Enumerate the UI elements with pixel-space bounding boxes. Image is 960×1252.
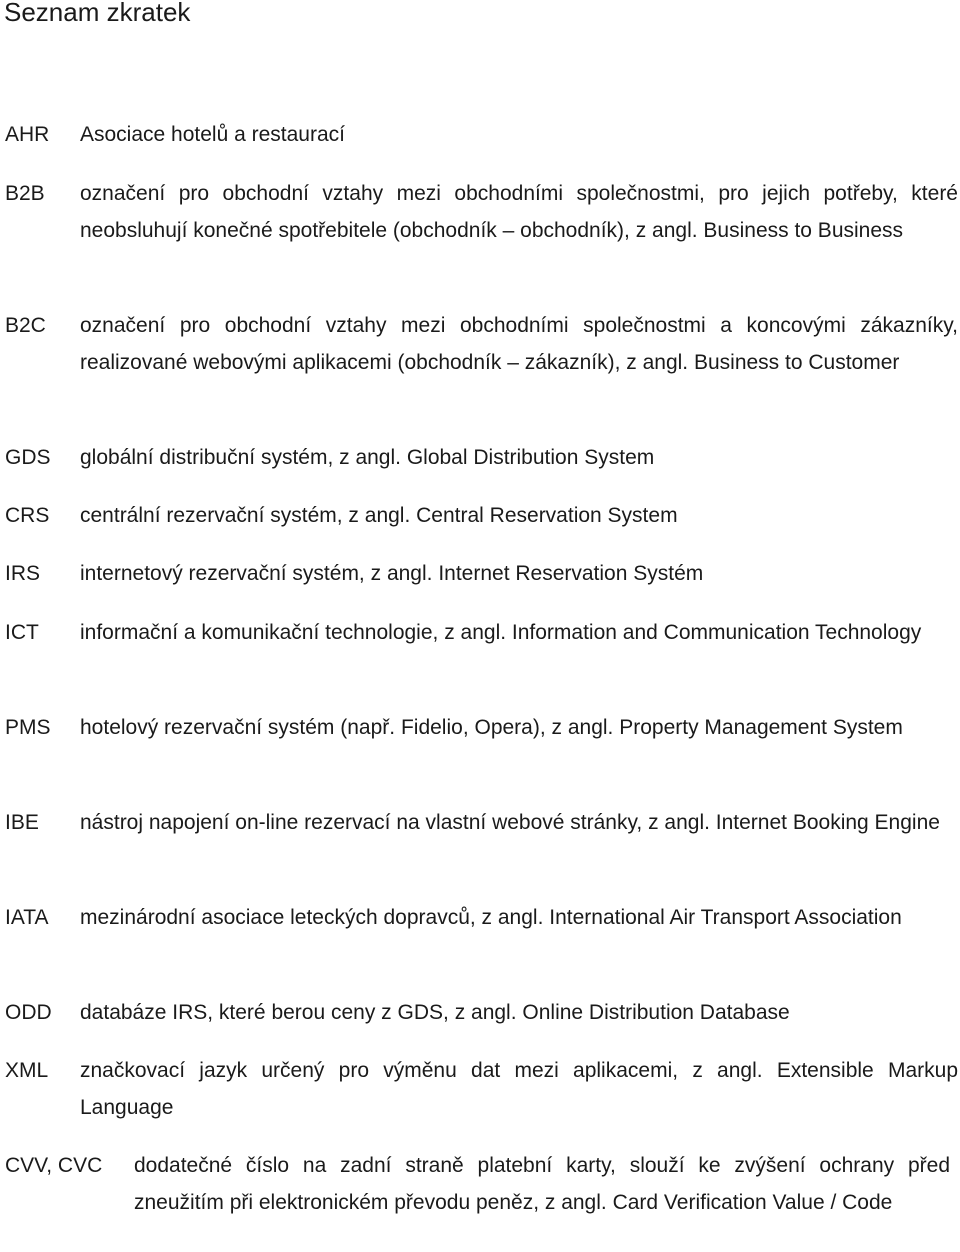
abbreviation-description: hotelový rezervační systém (např. Fidelio, Opera), z angl. Property Management System: [80, 716, 903, 739]
abbreviation-description: nástroj napojení on-line rezervací na vlastní webové stránky, z angl. Internet Booking Engine: [80, 811, 940, 834]
abbreviation-description: databáze IRS, které berou ceny z GDS, z angl. Online Distribution Database: [80, 1001, 790, 1024]
abbreviation: ODD: [5, 1001, 52, 1024]
abbreviation: PMS: [5, 716, 51, 739]
abbreviation-description: dodatečné číslo na zadní straně platební karty, slouží ke zvýšení ochrany před zneužitím při elektronickém převodu peněz, z angl. Card Verification Value / Code: [134, 1154, 950, 1214]
abbreviation-description: globální distribuční systém, z angl. Global Distribution System: [80, 446, 655, 469]
abbreviation-description: mezinárodní asociace leteckých dopravců, z angl. International Air Transport Association: [80, 906, 902, 929]
abbreviation-description: označení pro obchodní vztahy mezi obchodními společnostmi, pro jejich potřeby, které neobsluhují konečné spotřebitele (obchodník – obchodník), z angl. Business to Business: [80, 182, 958, 242]
abbreviation: B2C: [5, 314, 46, 337]
abbreviation: AHR: [5, 123, 50, 146]
abbreviation: ICT: [5, 621, 39, 644]
abbreviation: IBE: [5, 811, 39, 834]
abbreviation: CRS: [5, 504, 50, 527]
abbreviation: IRS: [5, 562, 41, 585]
page-title: Seznam zkratek: [4, 0, 191, 27]
abbreviation-description: značkovací jazyk určený pro výměnu dat mezi aplikacemi, z angl. Extensible Markup Language: [80, 1059, 958, 1119]
abbreviation: B2B: [5, 182, 45, 205]
abbreviation-description: označení pro obchodní vztahy mezi obchodními společnostmi a koncovými zákazníky, realizované webovými aplikacemi (obchodník – zákazník), z angl. Business to Customer: [80, 314, 958, 374]
abbreviation-description: centrální rezervační systém, z angl. Central Reservation System: [80, 504, 678, 527]
abbreviation: GDS: [5, 446, 51, 469]
abbreviation: XML: [5, 1059, 49, 1082]
abbreviation-description: internetový rezervační systém, z angl. Internet Reservation Systém: [80, 562, 704, 585]
abbreviation: CVV, CVC: [5, 1154, 103, 1177]
abbreviation: IATA: [5, 906, 49, 929]
abbreviation-description: Asociace hotelů a restaurací: [80, 123, 345, 146]
abbreviation-description: informační a komunikační technologie, z angl. Information and Communication Technology: [80, 621, 922, 644]
